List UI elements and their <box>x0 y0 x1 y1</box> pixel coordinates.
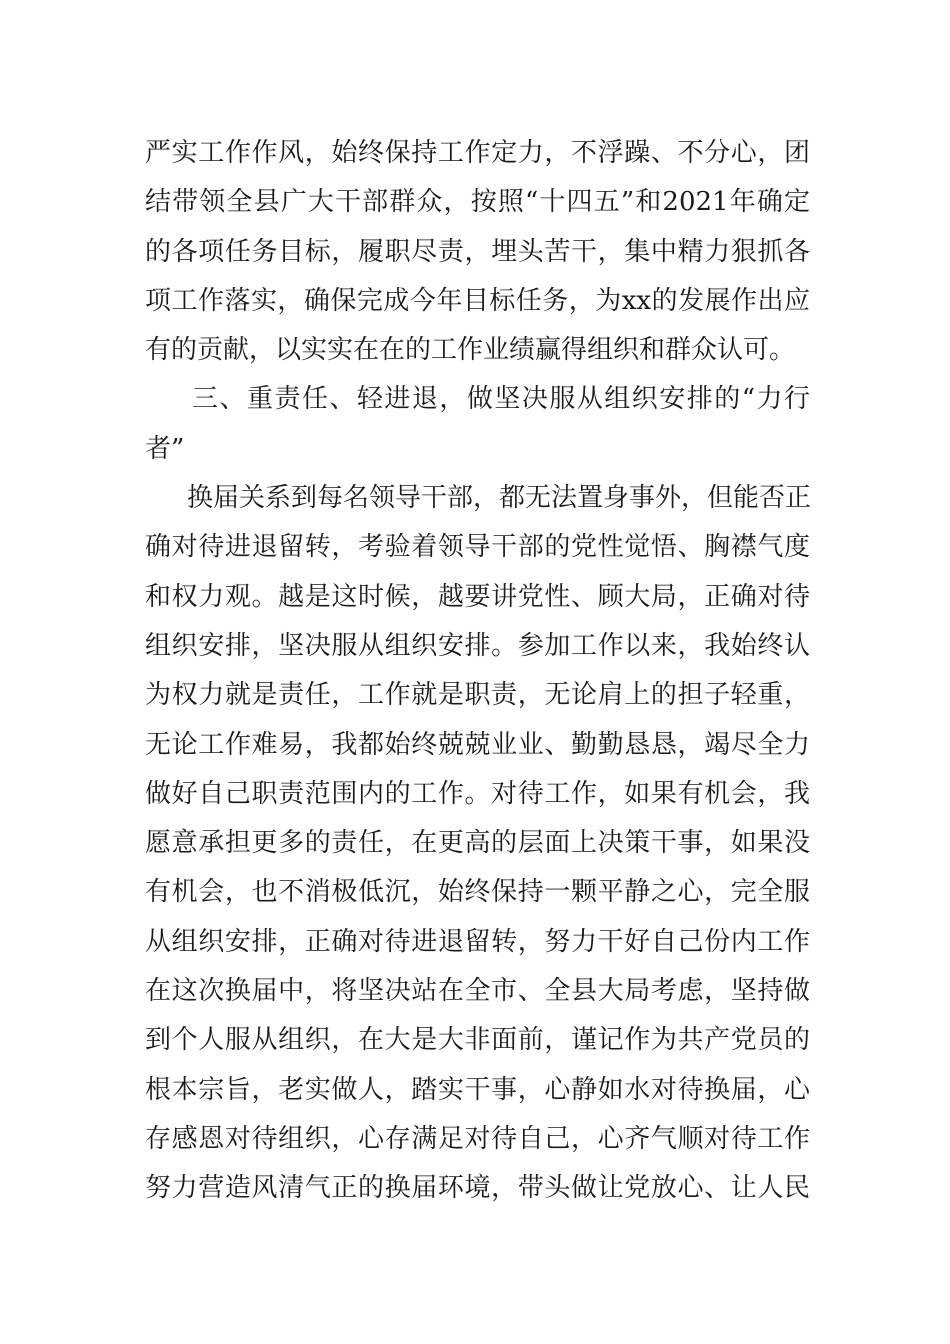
paragraph-line: 有机会，也不消极低沉，始终保持一颗平静之心，完全服 <box>145 877 810 908</box>
paragraph-line: 和权力观。越是这时候，越要讲党性、顾大局，正确对待 <box>145 581 810 612</box>
paragraph-line: 结带领全县广大干部群众，按照“十四五”和2021年确定 <box>145 187 810 218</box>
paragraph-line: 确对待进退留转，考验着领导干部的党性觉悟、胸襟气度 <box>145 532 810 563</box>
paragraph-line: 到个人服从组织，在大是大非面前，谨记作为共产党员的 <box>145 1025 810 1056</box>
paragraph-line: 从组织安排，正确对待进退留转，努力干好自己份内工作 <box>145 926 810 957</box>
paragraph-line: 努力营造风清气正的换届环境，带头做让党放心、让人民 <box>145 1173 810 1204</box>
paragraph-line: 为权力就是责任，工作就是职责，无论肩上的担子轻重， <box>145 680 810 711</box>
paragraph-line: 存感恩对待组织，心存满足对待自己，心齐气顺对待工作 <box>145 1123 810 1154</box>
paragraph-line: 组织安排，坚决服从组织安排。参加工作以来，我始终认 <box>145 630 810 661</box>
paragraph-line: 愿意承担更多的责任，在更高的层面上决策干事，如果没 <box>145 828 810 859</box>
section-heading-line: 三、重责任、轻进退，做坚决服从组织安排的“力行 <box>192 384 810 415</box>
section-heading-line: 者” <box>145 433 185 464</box>
paragraph-line: 项工作落实，确保完成今年目标任务，为xx的发展作出应 <box>145 285 810 316</box>
paragraph-line: 在这次换届中，将坚决站在全市、全县大局考虑，坚持做 <box>145 976 810 1007</box>
paragraph-line: 严实工作作风，始终保持工作定力，不浮躁、不分心，团 <box>145 138 810 168</box>
document-body <box>145 129 810 1214</box>
paragraph-line: 无论工作难易，我都始终兢兢业业、勤勤恳恳，竭尽全力 <box>145 729 810 760</box>
paragraph-line: 换届关系到每名领导干部，都无法置身事外，但能否正 <box>187 483 812 514</box>
paragraph-line: 根本宗旨，老实做人，踏实干事，心静如水对待换届，心 <box>145 1074 810 1105</box>
paragraph-line: 的各项任务目标，履职尽责，埋头苦干，集中精力狠抓各 <box>145 236 810 267</box>
paragraph-line: 有的贡献，以实实在在的工作业绩赢得组织和群众认可。 <box>145 335 796 366</box>
paragraph-line: 做好自己职责范围内的工作。对待工作，如果有机会，我 <box>145 778 810 809</box>
